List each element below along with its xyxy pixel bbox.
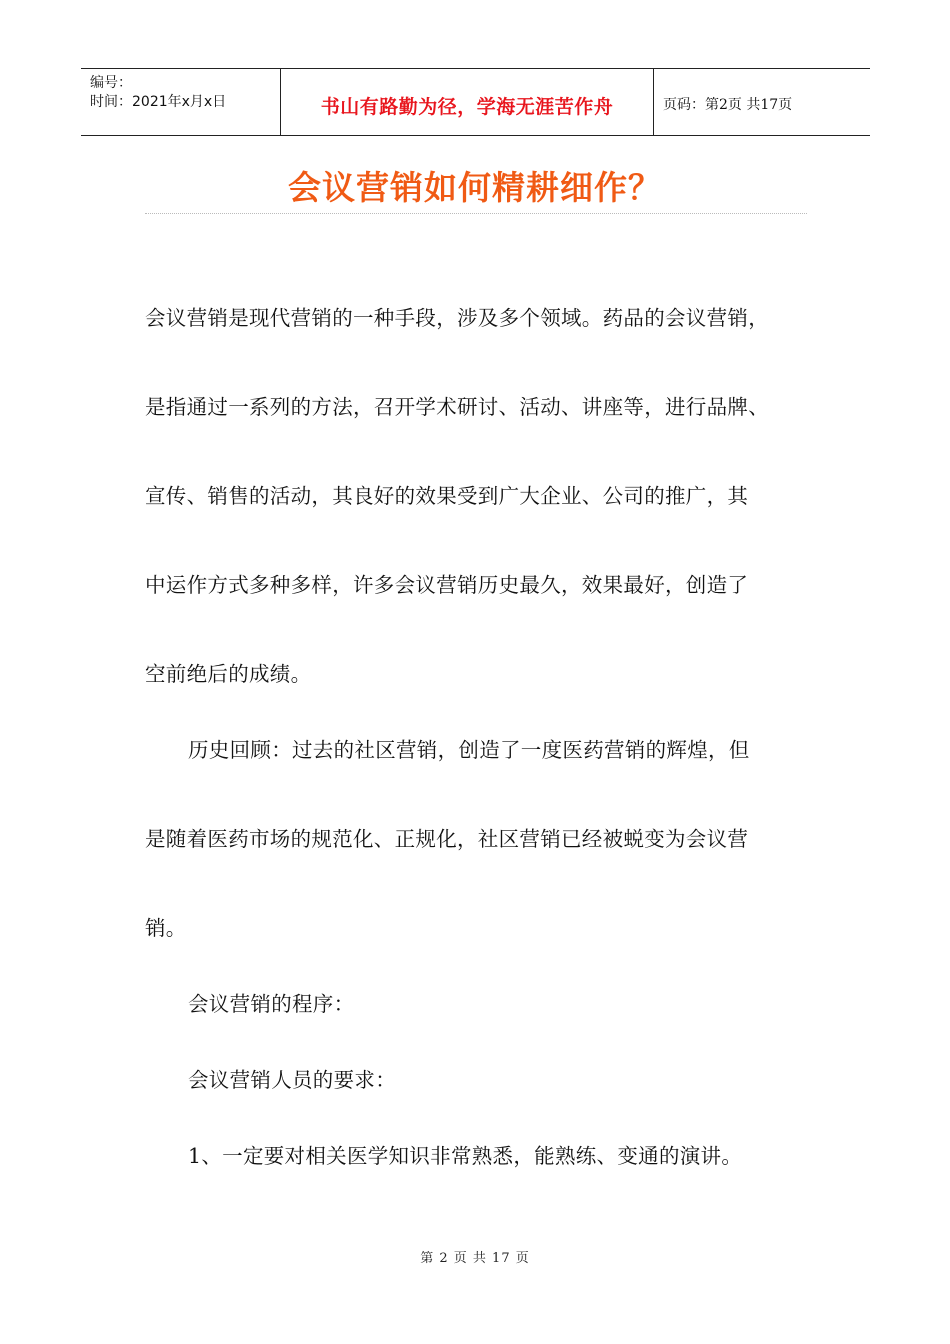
header-info-cell [81,69,281,135]
header-page-cell [654,69,870,135]
header-motto-cell [281,69,654,135]
section-heading: 会议营销人员的要求： [188,1068,396,1092]
body-line: 会议营销是现代营销的一种手段，涉及多个领域。药品的会议营销， [145,306,769,330]
date-label: 时间：2021年x月x日 [90,94,227,110]
body-line: 历史回顾：过去的社区营销，创造了一度医药营销的辉煌，但 [188,738,750,762]
header-page-label: 页码：第2页 共17页 [663,97,793,113]
body-line: 是指通过一系列的方法，召开学术研讨、活动、讲座等，进行品牌、 [145,395,769,419]
body-line: 宣传、销售的活动，其良好的效果受到广大企业、公司的推广，其 [145,484,749,508]
title-divider [145,213,807,214]
body-line: 中运作方式多种多样，许多会议营销历史最久，效果最好，创造了 [145,573,749,597]
number-label: 编号： [90,75,132,91]
header-motto: 书山有路勤为径，学海无涯苦作舟 [320,96,614,118]
body-line: 是随着医药市场的规范化、正规化，社区营销已经被蜕变为会议营 [145,827,749,851]
list-item: 1、一定要对相关医学知识非常熟悉，能熟练、变通的演讲。 [188,1144,743,1168]
section-heading: 会议营销的程序： [188,992,355,1016]
body-line: 空前绝后的成绩。 [145,662,312,686]
body-line: 销。 [145,916,187,940]
page-footer: 第 2 页 共 17 页 [420,1251,530,1266]
document-title: 会议营销如何精耕细作？ [288,168,662,207]
header-table [81,68,870,136]
